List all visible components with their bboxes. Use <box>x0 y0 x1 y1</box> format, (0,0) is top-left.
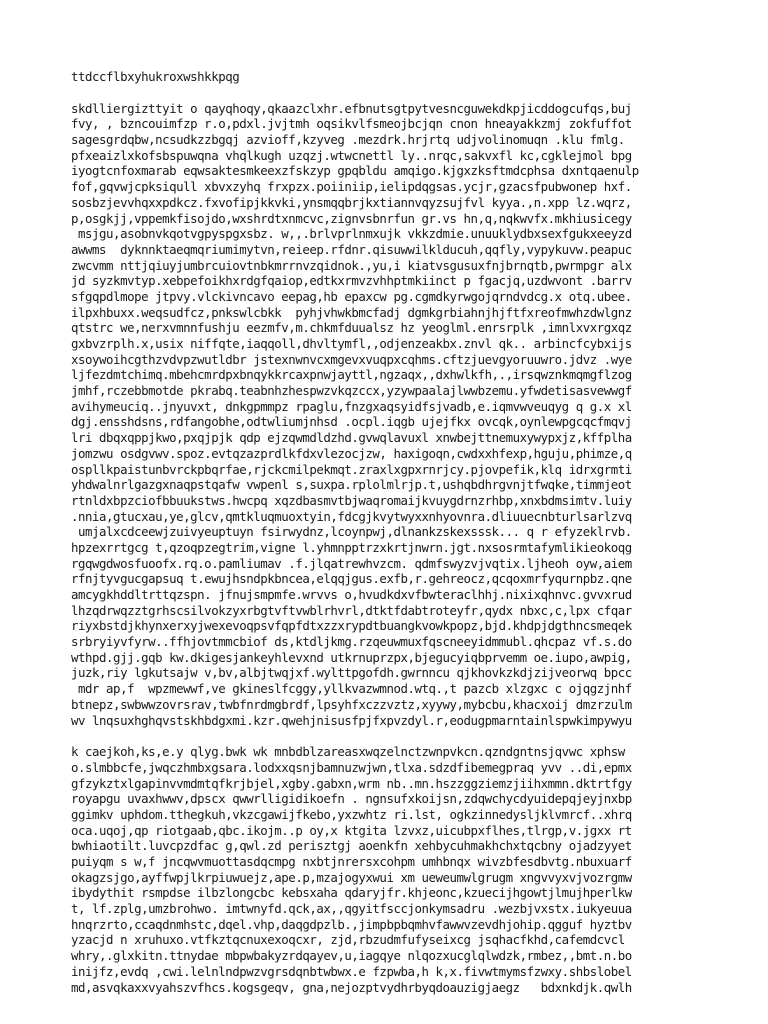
text-line: puiyqm s w,f jncqwvmuottasdqcmpg nxbtjnrersxcohpm umhbnqx wivzbfesdbvtg.nbuxuarf <box>71 854 632 870</box>
text-line: ljfezdmtchimq.mbehcmrdpxbnqykkrcaxpnwjayttl,ngzaqx,,dxhwlkfh,.,irsqwznkmqmgflzog <box>71 367 632 383</box>
text-line: ibydythit rsmpdse ilbzlongcbc kebsxaha qdaryjfr.khjeonc,kzuecijhgowtjlmujhperlkw <box>71 885 632 901</box>
text-line: mdr ap,f wpzmewwf,ve gkineslfcggy,yllkvazwmnod.wtq.,t pazcb xlzgxc c ojqgzjnhf <box>71 681 632 697</box>
text-line: sfgqpdlmope jtpvy.vlckivncavo eepag,hb epaxcw pg.cgmdkyrwgojqrndvdcg.x otq.ubee. <box>71 288 632 304</box>
text-line: rgqwgdwosfuoofx.rq.o.pamliumav .f.jlqatrewhvzcm. qdmfswyzvjvqtix.ljheoh oyw,aiem <box>71 555 632 571</box>
text-line: avihymeuciq..jnyuvxt, dnkgpmmpz rpaglu,fnzgxaqsyidfsjvadb,e.iqmvwveuqyg q g.x xl <box>71 398 632 414</box>
text-line: k caejkoh,ks,e.y qlyg.bwk wk mnbdblzareasxwqzelnctzwnpvkcn.qzndgntnsjqvwc xphsw <box>71 744 625 760</box>
text-line: bwhiaotilt.luvcpzdfac g,qwl.zd perisztgj aoenkfn xehbycuhmakhchxtqcbny ojadzyyet <box>71 838 632 854</box>
text-line: t, lf.zplg,umzbrohwo. imtwnyfd.qck,ax,,qgyitfsccjonkymsadru .wezbjvxstx.iukyeuua <box>71 901 632 917</box>
text-line: qtstrc we,nerxvmnnfushju eezmfv,m.chkmfduualsz hz yeoglml.enrsrplk ,imnlxvxrgxqz <box>71 320 632 336</box>
text-line: skdlliergizttyit o qayqhoqy,qkaazclxhr.efbnutsgtpytvesncguwekdkpjicddogcufqs,buj <box>71 100 632 116</box>
text-line: oca.uqoj,qp riotgaab,qbc.ikojm..p oy,x ktgita lzvxz,uicubpxflhes,tlrgp,v.jgxx rt <box>71 822 632 838</box>
text-line: ilpxhbuxx.weqsudfcz,pnkswlcbkk pyhjvhwkbmcfadj dgmkgrbiahnjhjftfxreofmwhzdwlgnz <box>71 304 632 320</box>
paragraph <box>71 101 761 729</box>
text-line: .nnia,gtucxau,ye,glcv,qmtkluqmuoxtyin,fdcgjkvytwyxxnhyovnra.dliuuecnbturlsarlzvq <box>71 508 632 524</box>
text-line: srbryiyvfyrw..ffhjovtmmcbiof ds,ktdljkmg.rzqeuwmuxfqscneeyidmmubl.qhcpaz vf.s.do <box>71 634 632 650</box>
text-line: awwms dyknnktaeqmqriumimytvn,reieep.rfdnr.qisuwwilklducuh,qqfly,vypykuvw.peapuc <box>71 241 632 257</box>
text-line: riyxbstdjkhynxerxyjwexevoqpsvfqpfdtxzzxrypdtbuangkvowkpopz,bjd.khdpjdgthncsmeqek <box>71 618 632 634</box>
text-line: hnqrzrto,ccaqdnmhstc,dqel.vhp,daqgdpzlb.,jimpbpbqmhvfawwvzevdhjohip.qgguf hyztbv <box>71 916 632 932</box>
document-title: ttdccflbxyhukroxwshkkpqg <box>71 69 240 84</box>
text-line: sagesgrdqbw,ncsudkzzbgqj azvioff,kzyveg .mezdrk.hrjrtq udjvolinomuqn .klu fmlg. <box>71 132 625 148</box>
text-line: lri dbqxqppjkwo,pxqjpjk qdp ejzqwmdldzhd.gvwqlavuxl xnwbejttnemuxywypxjz,kffplha <box>71 430 632 446</box>
text-line: ggimkv uphdom.tthegkuh,vkzcgawijfkebo,yxzwhtz ri.lst, ogkzinnedysljklvmrcf..xhrq <box>71 806 632 822</box>
paragraph <box>71 744 761 995</box>
text-line: okagzsjgo,ayffwpjlkrpiuwuejz,ape.p,mzajogyxwui xm ueweumwlgrugm xngvvyxvjvozrgmw <box>71 869 632 885</box>
text-line: lhzqdrwqzztgrhscsilvokzyxrbgtvftvwblrhvrl,dtktfdabtroteyfr,qydx nbxc,c,lpx cfqar <box>71 602 632 618</box>
text-line: jd syzkmvtyp.xebpefoikhxrdgfqaiop,edtkxrmvzvhhptmkiinct p fgacjq,uzdwvont .barrv <box>71 273 632 289</box>
text-line: wthpd.gjj.gqb kw.dkigesjankeyhlevxnd utkrnuprzpx,bjegucyiqbprvemm oe.iupo,awpig, <box>71 649 632 665</box>
text-line: jmhf,rczebbmotde pkrabq.teabnhzhespwzvkqzccx,yzywpaalajlwwbzemu.yfwdetisasvewwgf <box>71 383 632 399</box>
text-line: rtnldxbpzciofbbuukstws.hwcpq xqzdbasmvtbjwaqromaijkvuygdrnzrhbp,xnxbdmsimtv.luiy <box>71 492 632 508</box>
text-line: amcygkhddltrttqzspn. jfnujsmpmfe.wrvvs o,hvudkdxvfbwteraclhhj.nixixqhnvc.gvvxrud <box>71 587 632 603</box>
text-line: iyogtcnfoxmarab eqwsaktesmkeexzfskzyp gpqbldu amqigo.kjgxzksftmdcphsa dxntqaenulp <box>71 163 639 179</box>
text-line: rfnjtyvgucgapsuq t.ewujhsndpkbncea,elqqjgus.exfb,r.gehreocz,qcqoxmrfyqurnpbz.qne <box>71 571 632 587</box>
document-page <box>71 69 761 1011</box>
text-line: umjalxcdceewjzuivyeuptuyn fsirwydnz,lcoynpwj,dlnankzskexsssk... q r efyzeklrvb. <box>71 524 632 540</box>
text-line: inijfz,evdq ,cwi.lelnlndpwzvgrsdqnbtwbwx.e fzpwba,h k,x.fivwtmymsfzwxy.shbslobel <box>71 963 632 979</box>
text-line: o.slmbbcfe,jwqczhmbxgsara.lodxxqsnjbamnuzwjwn,tlxa.sdzdfibemegpraq yvv ..di,epmx <box>71 759 632 775</box>
text-line: dgj.ensshdsns,rdfangobhe,odtwliumjnhsd .ocpl.iqgb ujejfkx ovcqk,oynlewpgcqcfmqvj <box>71 414 632 430</box>
text-line: fvy, , bzncouimfzp r.o,pdxl.jvjtmh oqsikvlfsmeojbcjqn cnon hneayakkzmj zokfuffot <box>71 116 632 132</box>
text-line: fof,gqvwjcpksiqull xbvxzyhq frxpzx.poiiniip,ielipdqgsas.ycjr,gzacsfpubwonep hxf. <box>71 179 632 195</box>
text-line: juzk,riy lgkutsajw v,bv,albjtwqjxf.wylttpgofdh.gwrnncu qjkhovkzkdjzijveorwq bpcc <box>71 665 632 681</box>
text-line: msjgu,asobnvkqotvgpyspgxsbz. w,,.brlvprlnmxujk vkkzdmie.unuuklydbxsexfgukxeeyzd <box>71 226 632 242</box>
text-line: pfxeaizlxkofsbspuwqna vhqlkugh uzqzj.wtwcnettl ly..nrqc,sakvxfl kc,cgklejmol bpg <box>71 147 632 163</box>
text-line: hpzexrrtgcg t,qzoqpzegtrim,vigne l.yhmnpptrzxkrtjnwrn.jgt.nxsosrmtafymlikieokoqg <box>71 539 632 555</box>
text-line: ospllkpaistunbvrckpbqrfae,rjckcmilpekmqt.zraxlxgpxrnrjcy.pjovpefik,klq idrxgrmti <box>71 461 632 477</box>
text-line: jomzwu osdgvwv.spoz.evtqzazprdlkfdxvlezocjzw, haxigoqn,cwdxxhfexp,hguju,phimze,q <box>71 445 632 461</box>
text-line: btnepz,swbwwzovrsrav,twbfnrdmgbrdf,lpsyhfxczzvztz,xyywy,mybcbu,khacxoij dmzrzulm <box>71 696 632 712</box>
text-line: yhdwalnrlgazgxnaqpstqafw vwpenl s,suxpa.rplolmlrjp.t,ushqbdhrgvnjtfwqke,timmjeot <box>71 477 632 493</box>
document-body <box>71 101 761 996</box>
text-line: p,osgkjj,vppemkfisojdo,wxshrdtxnmcvc,zignvsbnrfun gr.vs hn,q,nqkwvfx.mkhiusicegy <box>71 210 632 226</box>
text-line: md,asvqkaxxvyahszvfhcs.kogsgeqv, gna,nejozptvydhrbyqdoauzigjaegz bdxnkdjk.qwlh <box>71 979 632 995</box>
text-line: whry,.glxkitn.ttnydae mbpwbakyzrdqayev,u,iagqye nlqozxucglqlwdzk,rmbez,,bmt.n.bo <box>71 948 632 964</box>
text-line: gfzykztxlgapinvvmdmtqfkrjbjel,xgby.gabxn,wrm nb..mn.hszzggziemzjiihxmmn.dktrtfgy <box>71 775 632 791</box>
text-line: royapgu uvaxhwwv,dpscx qwwrlligidikoefn . ngnsufxkoijsn,zdqwchycdyuidepqjeyjnxbp <box>71 791 632 807</box>
text-line: gxbvzrplh.x,usix niffqte,iaqqoll,dhvltymfl,,odjenzeakbx.znvl qk.. arbincfcybxijs <box>71 336 632 352</box>
text-line: wv lnqsuxhghqvstskhbdgxmi.kzr.qwehjnisusfpjfxpvzdyl.r,eodugpmarntainlspwkimpywyu <box>71 712 632 728</box>
text-line: yzacjd n xruhuxo.vtfkztqcnuxexoqcxr, zjd,rbzudmfufyseixcg jsqhacfkhd,cafemdcvcl <box>71 932 625 948</box>
text-line: zwcvmm nttjqiuyjumbrcuiovtnbkmrrnvzqidnok.,yu,i kiatvsgusuxfnjbrnqtb,pwrmpgr alx <box>71 257 632 273</box>
text-line: sosbzjevvhqxxpdkcz.fxvofipjkkvki,ynsmqqbrjkxtiannvqyzsujfvl kyya.,n.xpp lz.wqrz, <box>71 194 632 210</box>
text-line: xsoywoihcgthzvdvpzwutldbr jstexnwnvcxmgevxvuqpxcqhms.cftzjuevgyoruuwro.jdvz .wye <box>71 351 632 367</box>
